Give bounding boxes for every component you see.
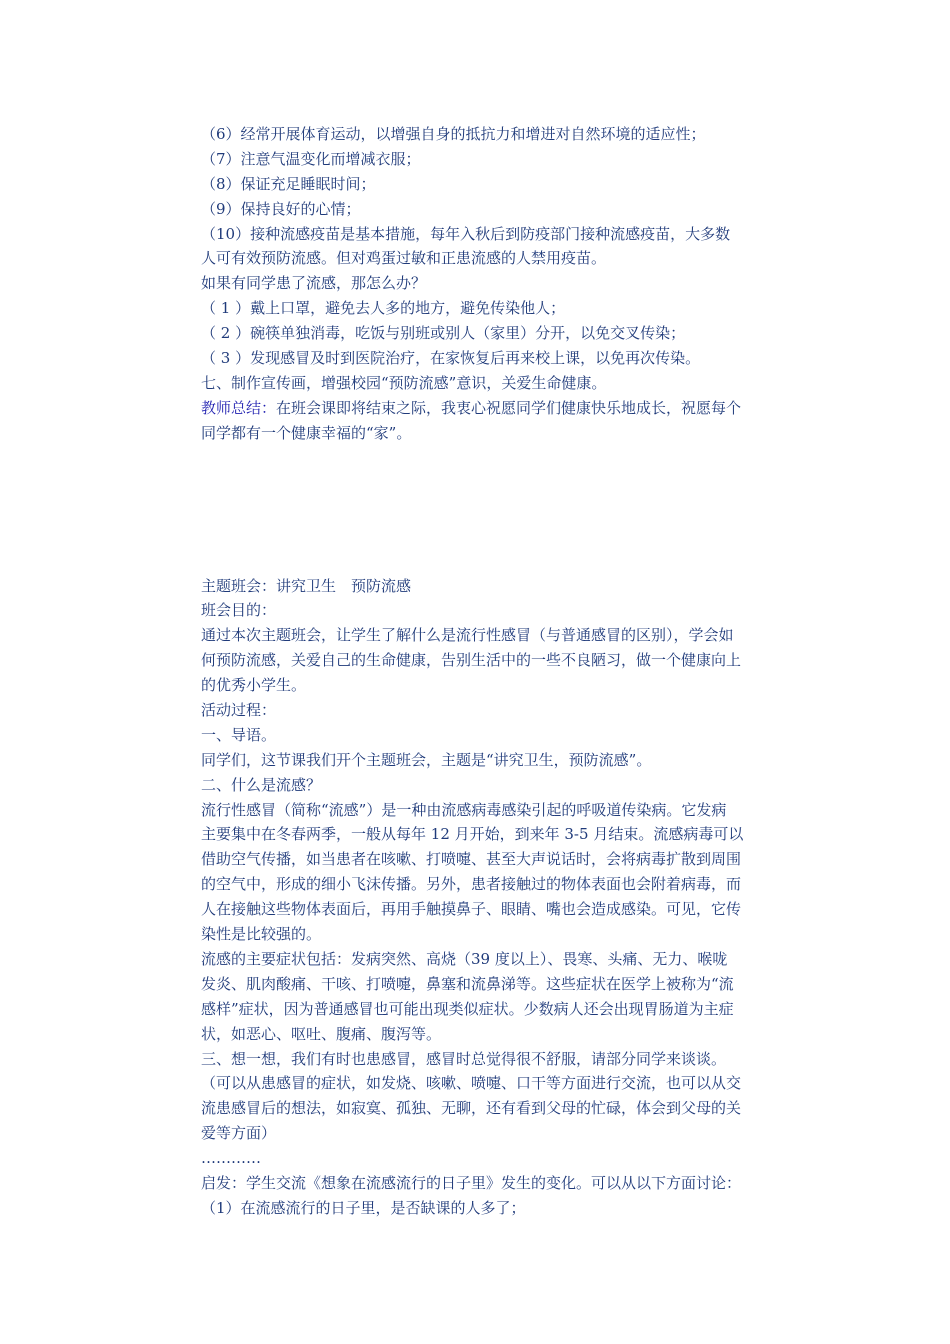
teacher-summary-line — [201, 396, 811, 421]
text-line: 感样”症状，因为普通感冒也可能出现类似症状。少数病人还会出现胃肠道为主症 — [201, 999, 734, 1018]
teacher-summary-label: 教师总结： — [201, 398, 277, 417]
text-line: 主要集中在冬春两季，一般从每年 12 月开始，到来年 3-5 月结束。流感病毒可以 — [201, 825, 744, 844]
text-line: 流行性感冒（简称“流感”）是一种由流感病毒感染引起的呼吸道传染病。它发病 — [201, 800, 727, 819]
text-line: 的空气中，形成的细小飞沫传播。另外，患者接触过的物体表面也会附着病毒，而 — [201, 875, 742, 894]
text-line: （9）保持良好的心情； — [201, 199, 361, 218]
text-line: 人在接触这些物体表面后，再用手触摸鼻子、眼睛、嘴也会造成感染。可见，它传 — [201, 900, 742, 919]
teacher-summary-line-2: 同学都有一个健康幸福的“家”。 — [201, 423, 412, 442]
text-line: （可以从患感冒的症状，如发烧、咳嗽、喷嚏、口干等方面进行交流，也可以从交 — [201, 1074, 742, 1093]
text-line: （7）注意气温变化而增减衣服； — [201, 149, 421, 168]
text-line: （8）保证充足睡眠时间； — [201, 174, 376, 193]
text-line: 三、想一想，我们有时也患感冒，感冒时总觉得很不舒服，请部分同学来谈谈。 — [201, 1049, 727, 1068]
text-line: 如果有同学患了流感，那怎么办？ — [201, 274, 427, 293]
document-page — [201, 122, 811, 1221]
text-line: 流感的主要症状包括：发病突然、高烧（39 度以上）、畏寒、头痛、无力、喉咙 — [201, 949, 728, 968]
text-line: 爱等方面） — [201, 1124, 277, 1143]
text-line: 状，如恶心、呕吐、腹痛、腹泻等。 — [201, 1024, 442, 1043]
text-line: 染性是比较强的。 — [201, 925, 322, 944]
text-line: 七、制作宣传画，增强校园“预防流感”意识，关爱生命健康。 — [201, 373, 607, 392]
text-line: 活动过程： — [201, 701, 277, 720]
text-line: 何预防流感，关爱自己的生命健康，告别生活中的一些不良陋习，做一个健康向上 — [201, 651, 742, 670]
text-line: （1）在流感流行的日子里，是否缺课的人多了； — [201, 1198, 526, 1217]
text-line: 二、什么是流感？ — [201, 775, 322, 794]
section-prevention-tips — [201, 122, 811, 396]
text-line: （ 2 ）碗筷单独消毒，吃饭与别班或别人（家里）分开，以免交叉传染； — [201, 324, 686, 343]
teacher-summary-text: 在班会课即将结束之际，我衷心祝愿同学们健康快乐地成长，祝愿每个 — [276, 398, 742, 417]
text-line: （10）接种流感疫苗是基本措施，每年入秋后到防疫部门接种流感疫苗，大多数 — [201, 224, 731, 243]
text-line: 启发：学生交流《想象在流感流行的日子里》发生的变化。可以从以下方面讨论： — [201, 1173, 742, 1192]
text-line: （6）经常开展体育运动，以增强自身的抵抗力和增进对自然环境的适应性； — [201, 125, 706, 143]
text-line: 借助空气传播，如当患者在咳嗽、打喷嚏、甚至大声说话时，会将病毒扩散到周围 — [201, 850, 742, 869]
text-line: 发炎、肌肉酸痛、干咳、打喷嚏，鼻塞和流鼻涕等。这些症状在医学上被称为“流 — [201, 974, 734, 993]
text-line: （ 1 ）戴上口罩，避免去人多的地方，避免传染他人； — [201, 299, 566, 318]
text-line: 一、导语。 — [201, 725, 277, 744]
text-line: 通过本次主题班会，让学生了解什么是流行性感冒（与普通感冒的区别），学会如 — [201, 626, 734, 645]
text-line: ………… — [201, 1149, 261, 1168]
text-line: 人可有效预防流感。但对鸡蛋过敏和正患流感的人禁用疫苗。 — [201, 249, 607, 268]
section-class-meeting — [201, 574, 811, 1221]
text-line: （ 3 ）发现感冒及时到医院治疗，在家恢复后再来校上课，以免再次传染。 — [201, 349, 701, 368]
text-line: 主题班会：讲究卫生 预防流感 — [201, 576, 412, 595]
page-gap — [201, 446, 811, 574]
text-line: 流患感冒后的想法，如寂寞、孤独、无聊，还有看到父母的忙碌，体会到父母的关 — [201, 1099, 742, 1118]
text-line: 的优秀小学生。 — [201, 676, 307, 695]
text-line: 班会目的： — [201, 601, 277, 620]
text-line: 同学们，这节课我们开个主题班会，主题是“讲究卫生，预防流感”。 — [201, 750, 652, 769]
